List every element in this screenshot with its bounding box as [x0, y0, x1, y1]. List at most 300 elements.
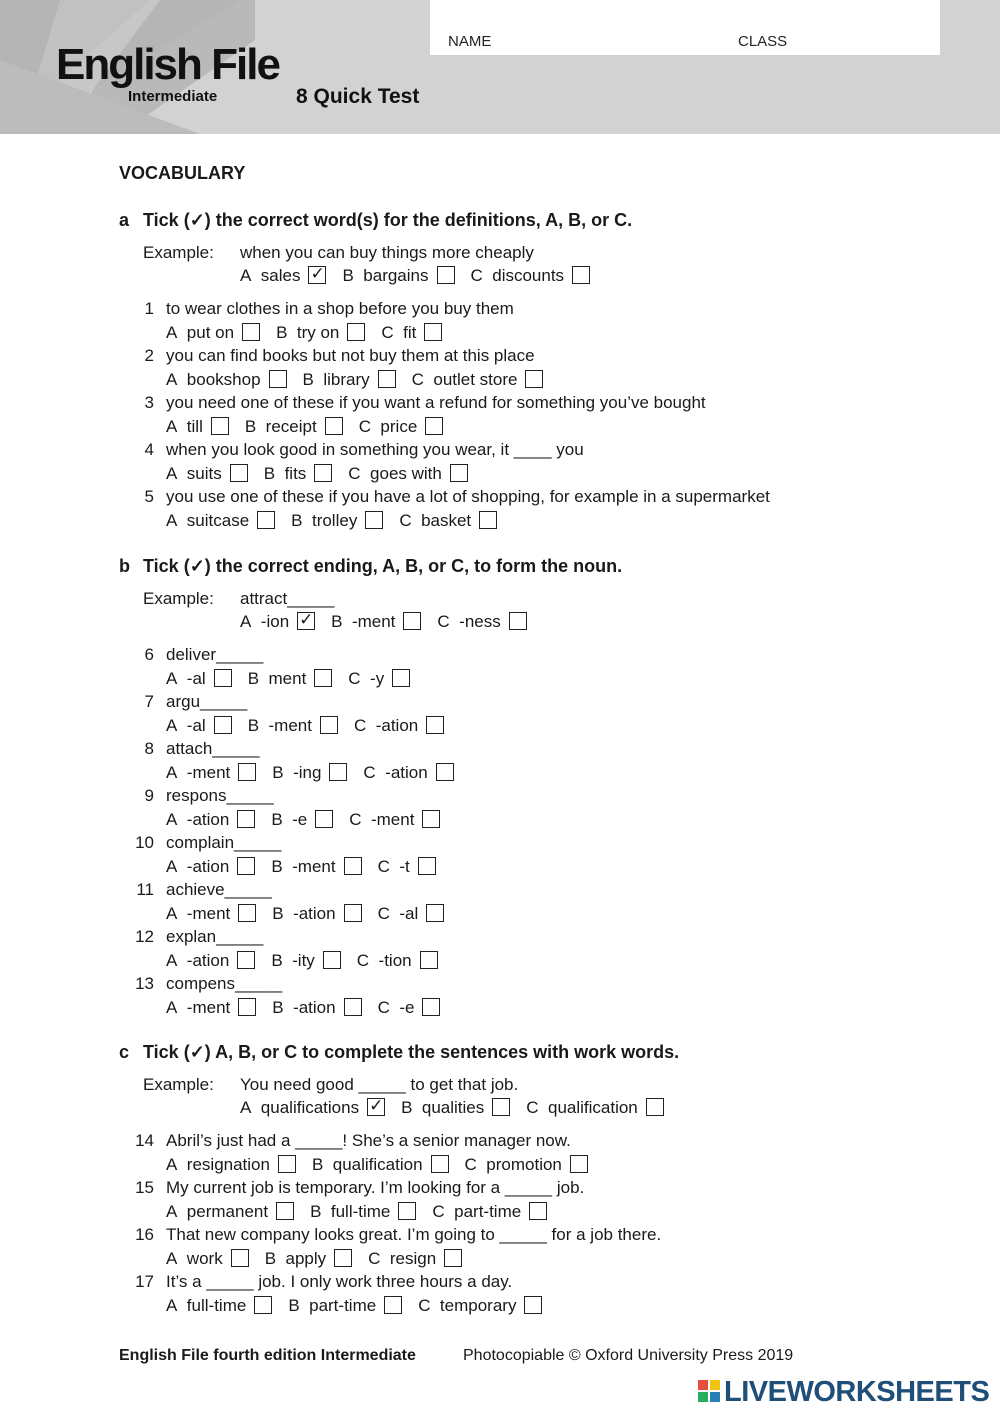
question-text: deliver_____: [166, 645, 264, 664]
option-text: -ion: [260, 612, 290, 631]
answer-checkbox[interactable]: [276, 1202, 294, 1220]
answer-checkbox[interactable]: [572, 266, 590, 284]
answer-checkbox[interactable]: [237, 857, 255, 875]
answer-checkbox[interactable]: [238, 998, 256, 1016]
instruction-text: Tick (✓) the correct word(s) for the definitions, A, B, or C.: [143, 210, 633, 230]
answer-checkbox[interactable]: [398, 1202, 416, 1220]
question-text: explan_____: [166, 927, 264, 946]
option-letter: A: [166, 998, 178, 1017]
question-text: you can find books but not buy them at this place: [166, 346, 535, 365]
option-text: library: [323, 370, 370, 389]
option-text: -ment: [186, 763, 231, 782]
option-text: -al: [399, 904, 419, 923]
question-text: My current job is temporary. I’m looking for a _____ job.: [166, 1178, 585, 1197]
option: [471, 266, 591, 286]
option: [399, 511, 497, 531]
answer-checkbox[interactable]: [297, 612, 315, 630]
option-text: receipt: [265, 417, 317, 436]
question-text: argu_____: [166, 692, 248, 711]
option-letter: B: [264, 1249, 277, 1268]
question-number: 8: [144, 739, 154, 758]
question-options: [166, 370, 559, 390]
answer-checkbox[interactable]: [437, 266, 455, 284]
question-number: 11: [136, 880, 154, 899]
example-text: attract_____: [240, 589, 335, 608]
option-text: -ing: [293, 763, 322, 782]
option-letter: B: [342, 266, 354, 285]
option: [378, 904, 445, 924]
option: [265, 1249, 352, 1269]
question-options: [166, 1202, 563, 1222]
answer-checkbox[interactable]: [334, 1249, 352, 1267]
option: [166, 716, 232, 736]
option-letter: B: [401, 1098, 413, 1117]
name-label: NAME: [448, 33, 492, 50]
option: [166, 904, 256, 924]
option-text: qualification: [332, 1155, 423, 1174]
option: [240, 612, 315, 632]
answer-checkbox[interactable]: [646, 1098, 664, 1116]
option: [357, 951, 438, 971]
checkmark-icon: ✓: [310, 264, 325, 283]
option-letter: A: [166, 323, 178, 342]
test-title: 8 Quick Test: [296, 85, 420, 108]
question-options: [166, 323, 458, 343]
option-text: sales: [260, 266, 301, 285]
exercise-letter: b: [119, 556, 130, 576]
answer-checkbox[interactable]: [278, 1155, 296, 1173]
option-letter: B: [302, 370, 314, 389]
answer-checkbox[interactable]: [231, 1249, 249, 1267]
option-letter: A: [240, 1098, 252, 1117]
answer-checkbox[interactable]: [238, 763, 256, 781]
answer-checkbox[interactable]: [431, 1155, 449, 1173]
option: [248, 669, 333, 689]
option: [276, 323, 365, 343]
option-text: -ation: [186, 951, 230, 970]
option-text: -ment: [370, 810, 415, 829]
footer-copyright: Photocopiable © Oxford University Press 2019: [463, 1347, 794, 1364]
option-letter: C: [377, 998, 390, 1017]
answer-checkbox[interactable]: [525, 370, 543, 388]
option: [401, 1098, 510, 1118]
answer-checkbox[interactable]: [450, 464, 468, 482]
question-number: 14: [135, 1131, 154, 1150]
option: [166, 1249, 249, 1269]
option-text: bargains: [363, 266, 429, 285]
answer-checkbox[interactable]: [314, 464, 332, 482]
option-text: -ness: [459, 612, 501, 631]
option: [312, 1155, 449, 1175]
question-text: achieve_____: [166, 880, 272, 899]
option: [303, 370, 396, 390]
answer-checkbox[interactable]: [378, 370, 396, 388]
option-letter: B: [331, 612, 343, 631]
question-number: 17: [135, 1272, 154, 1291]
answer-checkbox[interactable]: [315, 810, 333, 828]
answer-checkbox[interactable]: [422, 810, 440, 828]
option-text: -ation: [186, 810, 230, 829]
example-text: You need good _____ to get that job.: [240, 1075, 519, 1094]
question-number: 4: [144, 440, 154, 459]
answer-checkbox[interactable]: [269, 370, 287, 388]
option: [348, 464, 468, 484]
answer-checkbox[interactable]: [403, 612, 421, 630]
question-number: 6: [144, 645, 154, 664]
option-letter: C: [377, 904, 390, 923]
option-letter: A: [240, 612, 252, 631]
question-text: Abril’s just had a _____! She’s a senior manager now.: [166, 1131, 571, 1150]
option: [166, 370, 287, 390]
option-letter: C: [348, 669, 361, 688]
option-text: full-time: [330, 1202, 391, 1221]
option-text: permanent: [186, 1202, 269, 1221]
answer-checkbox[interactable]: [237, 810, 255, 828]
option-letter: A: [166, 951, 178, 970]
option-text: resignation: [186, 1155, 270, 1174]
option-text: basket: [421, 511, 472, 530]
example-options: [240, 266, 606, 286]
answer-checkbox[interactable]: [509, 612, 527, 630]
option-letter: C: [418, 1296, 431, 1315]
option-letter: C: [470, 266, 483, 285]
option: [363, 763, 453, 783]
question-text: attach_____: [166, 739, 260, 758]
option-letter: C: [353, 716, 367, 735]
example-text: when you can buy things more cheaply: [240, 243, 534, 262]
option: [166, 464, 248, 484]
exercise-letter: a: [119, 210, 130, 230]
option: [272, 763, 347, 783]
option-letter: B: [247, 716, 260, 735]
answer-checkbox[interactable]: [320, 716, 338, 734]
option: [378, 998, 441, 1018]
option-letter: B: [263, 464, 276, 483]
option: [166, 857, 255, 877]
option-letter: C: [348, 464, 361, 483]
answer-checkbox[interactable]: [365, 511, 383, 529]
answer-checkbox[interactable]: [344, 857, 362, 875]
option-text: promotion: [486, 1155, 562, 1174]
question-number: 3: [144, 393, 154, 412]
answer-checkbox[interactable]: [325, 417, 343, 435]
option: [272, 904, 361, 924]
option-text: goes with: [370, 464, 442, 483]
option-letter: A: [166, 857, 178, 876]
answer-checkbox[interactable]: [529, 1202, 547, 1220]
option: [166, 323, 260, 343]
option-text: -e: [292, 810, 308, 829]
option-letter: B: [271, 810, 283, 829]
question-options: [166, 417, 459, 437]
option-letter: C: [399, 511, 412, 530]
option: [166, 669, 232, 689]
option-letter: B: [311, 1155, 324, 1174]
option-letter: A: [166, 763, 178, 782]
answer-checkbox[interactable]: [347, 323, 365, 341]
answer-checkbox[interactable]: [367, 1098, 385, 1116]
option: [418, 1296, 542, 1316]
question-options: [166, 857, 452, 877]
option: [166, 1202, 294, 1222]
exercise-b-instruction: [119, 556, 622, 577]
option: [310, 1202, 416, 1222]
option-text: part-time: [454, 1202, 522, 1221]
option-text: qualifications: [260, 1098, 360, 1117]
option-text: -y: [370, 669, 385, 688]
option-letter: A: [240, 266, 252, 285]
header-banner: [0, 0, 1000, 134]
option-letter: C: [526, 1098, 539, 1117]
question-number: 15: [135, 1178, 154, 1197]
example-options: [240, 1098, 680, 1118]
section-title: VOCABULARY: [119, 163, 246, 183]
option: [271, 857, 361, 877]
option-letter: A: [166, 669, 178, 688]
name-class-box: [430, 0, 940, 55]
option-text: bookshop: [186, 370, 261, 389]
answer-checkbox[interactable]: [418, 857, 436, 875]
option-text: qualities: [421, 1098, 485, 1117]
example-label: Example:: [143, 243, 214, 262]
option: [331, 612, 421, 632]
option: [378, 857, 436, 877]
option: [354, 716, 444, 736]
answer-checkbox[interactable]: [420, 951, 438, 969]
option-letter: C: [368, 1249, 381, 1268]
option: [166, 998, 256, 1018]
option-text: ment: [268, 669, 307, 688]
option-text: suits: [186, 464, 222, 483]
option: [291, 511, 383, 531]
option-text: temporary: [439, 1296, 517, 1315]
option-letter: C: [349, 810, 362, 829]
option-letter: B: [310, 1202, 322, 1221]
answer-checkbox[interactable]: [392, 669, 410, 687]
option-text: -tion: [378, 951, 412, 970]
option: [264, 464, 333, 484]
option-letter: A: [166, 1155, 178, 1174]
option: [381, 323, 442, 343]
option: [288, 1296, 402, 1316]
answer-checkbox[interactable]: [384, 1296, 402, 1314]
option-text: full-time: [186, 1296, 247, 1315]
option-letter: A: [166, 464, 178, 483]
option-text: -ity: [292, 951, 315, 970]
option-text: -e: [399, 998, 415, 1017]
option-letter: B: [247, 669, 260, 688]
option-text: -ment: [186, 904, 231, 923]
question-text: complain_____: [166, 833, 282, 852]
option-letter: A: [166, 716, 178, 735]
option-text: -ment: [351, 612, 396, 631]
question-text: compens_____: [166, 974, 283, 993]
option-letter: A: [166, 1249, 178, 1268]
question-text: respons_____: [166, 786, 274, 805]
answer-checkbox[interactable]: [344, 904, 362, 922]
question-number: 5: [144, 487, 154, 506]
option-letter: C: [381, 323, 394, 342]
option: [272, 998, 361, 1018]
option: [348, 669, 410, 689]
question-text: It’s a _____ job. I only work three hours a day.: [166, 1272, 513, 1291]
question-number: 2: [144, 346, 154, 365]
answer-checkbox[interactable]: [422, 998, 440, 1016]
option-text: fit: [403, 323, 417, 342]
option-text: put on: [186, 323, 235, 342]
option-letter: B: [271, 857, 283, 876]
option-letter: B: [272, 904, 284, 923]
answer-checkbox[interactable]: [444, 1249, 462, 1267]
question-text: you use one of these if you have a lot of shopping, for example in a supermarket: [166, 487, 770, 506]
option-text: qualification: [547, 1098, 638, 1117]
exercise-a-instruction: [119, 210, 632, 231]
option-text: discounts: [492, 266, 565, 285]
option-text: -ation: [375, 716, 419, 735]
option: [248, 716, 338, 736]
footer-edition: English File fourth edition Intermediate: [119, 1347, 416, 1364]
option-letter: C: [464, 1155, 477, 1174]
answer-checkbox[interactable]: [426, 904, 444, 922]
answer-checkbox[interactable]: [257, 511, 275, 529]
question-text: you need one of these if you want a refund for something you’ve bought: [166, 393, 706, 412]
option: [271, 810, 333, 830]
question-number: 13: [135, 974, 154, 993]
answer-checkbox[interactable]: [424, 323, 442, 341]
question-number: 7: [144, 692, 154, 711]
option: [412, 370, 544, 390]
option-text: trolley: [311, 511, 358, 530]
answer-checkbox[interactable]: [323, 951, 341, 969]
answer-checkbox[interactable]: [238, 904, 256, 922]
question-number: 1: [144, 299, 154, 318]
answer-checkbox[interactable]: [344, 998, 362, 1016]
option-letter: B: [291, 511, 303, 530]
option-letter: A: [166, 511, 178, 530]
question-text: when you look good in something you wear, it ____ you: [166, 440, 584, 459]
question-options: [166, 1296, 558, 1316]
option: [368, 1249, 462, 1269]
answer-checkbox[interactable]: [425, 417, 443, 435]
answer-checkbox[interactable]: [214, 669, 232, 687]
option-text: work: [186, 1249, 223, 1268]
option: [166, 511, 275, 531]
logo-subtitle: Intermediate: [128, 88, 218, 105]
option-text: outlet store: [433, 370, 518, 389]
option: [271, 951, 340, 971]
question-number: 9: [144, 786, 154, 805]
question-number: 16: [135, 1225, 154, 1244]
question-number: 12: [135, 927, 154, 946]
watermark: LIVEWORKSHEETS: [724, 1376, 990, 1408]
answer-checkbox[interactable]: [492, 1098, 510, 1116]
option-letter: B: [288, 1296, 300, 1315]
answer-checkbox[interactable]: [524, 1296, 542, 1314]
option-text: price: [380, 417, 418, 436]
answer-checkbox[interactable]: [230, 464, 248, 482]
option: [359, 417, 444, 437]
option-letter: B: [244, 417, 257, 436]
option: [245, 417, 343, 437]
question-options: [166, 810, 456, 830]
option: [166, 951, 255, 971]
question-options: [166, 1155, 604, 1175]
option: [240, 266, 326, 286]
answer-checkbox[interactable]: [436, 763, 454, 781]
option-letter: A: [166, 1296, 178, 1315]
instruction-text: Tick (✓) the correct ending, A, B, or C, to form the noun.: [143, 556, 623, 576]
option-letter: C: [363, 763, 376, 782]
option: [166, 1296, 272, 1316]
answer-checkbox[interactable]: [254, 1296, 272, 1314]
option-letter: A: [166, 904, 178, 923]
checkmark-icon: ✓: [369, 1096, 384, 1115]
option-text: part-time: [309, 1296, 377, 1315]
checkmark-icon: ✓: [299, 610, 314, 629]
answer-checkbox[interactable]: [211, 417, 229, 435]
option-text: -ation: [293, 904, 336, 923]
option-text: -ation: [385, 763, 428, 782]
option-text: till: [186, 417, 203, 436]
question-options: [166, 951, 454, 971]
option: [437, 612, 526, 632]
question-options: [166, 464, 484, 484]
option-letter: A: [166, 370, 178, 389]
option: [432, 1202, 547, 1222]
option-letter: C: [432, 1202, 445, 1221]
question-options: [166, 669, 426, 689]
option: [166, 763, 256, 783]
option-text: -al: [186, 669, 206, 688]
option: [342, 266, 454, 286]
option-letter: C: [411, 370, 424, 389]
answer-checkbox[interactable]: [308, 266, 326, 284]
option-letter: B: [272, 998, 284, 1017]
option-text: -al: [186, 716, 206, 735]
answer-checkbox[interactable]: [242, 323, 260, 341]
option-letter: B: [271, 951, 283, 970]
exercise-letter: c: [119, 1042, 130, 1062]
option-text: -t: [399, 857, 410, 876]
answer-checkbox[interactable]: [237, 951, 255, 969]
class-label: CLASS: [738, 33, 788, 50]
question-number: 10: [135, 833, 154, 852]
option-letter: A: [166, 810, 178, 829]
answer-checkbox[interactable]: [214, 716, 232, 734]
option: [526, 1098, 664, 1118]
option-text: -ation: [293, 998, 336, 1017]
option-letter: A: [166, 1202, 178, 1221]
option: [349, 810, 440, 830]
option-letter: C: [377, 857, 390, 876]
answer-checkbox[interactable]: [329, 763, 347, 781]
answer-checkbox[interactable]: [314, 669, 332, 687]
answer-checkbox[interactable]: [479, 511, 497, 529]
option-text: resign: [389, 1249, 437, 1268]
question-options: [166, 904, 460, 924]
option-letter: C: [437, 612, 450, 631]
answer-checkbox[interactable]: [570, 1155, 588, 1173]
question-options: [166, 763, 470, 783]
option-text: -ation: [186, 857, 230, 876]
option-text: -ment: [186, 998, 231, 1017]
option-letter: B: [276, 323, 288, 342]
question-options: [166, 1249, 478, 1269]
option-text: try on: [296, 323, 340, 342]
liveworksheets-logo-icon: [697, 1378, 723, 1408]
answer-checkbox[interactable]: [426, 716, 444, 734]
question-text: to wear clothes in a shop before you buy them: [166, 299, 514, 318]
